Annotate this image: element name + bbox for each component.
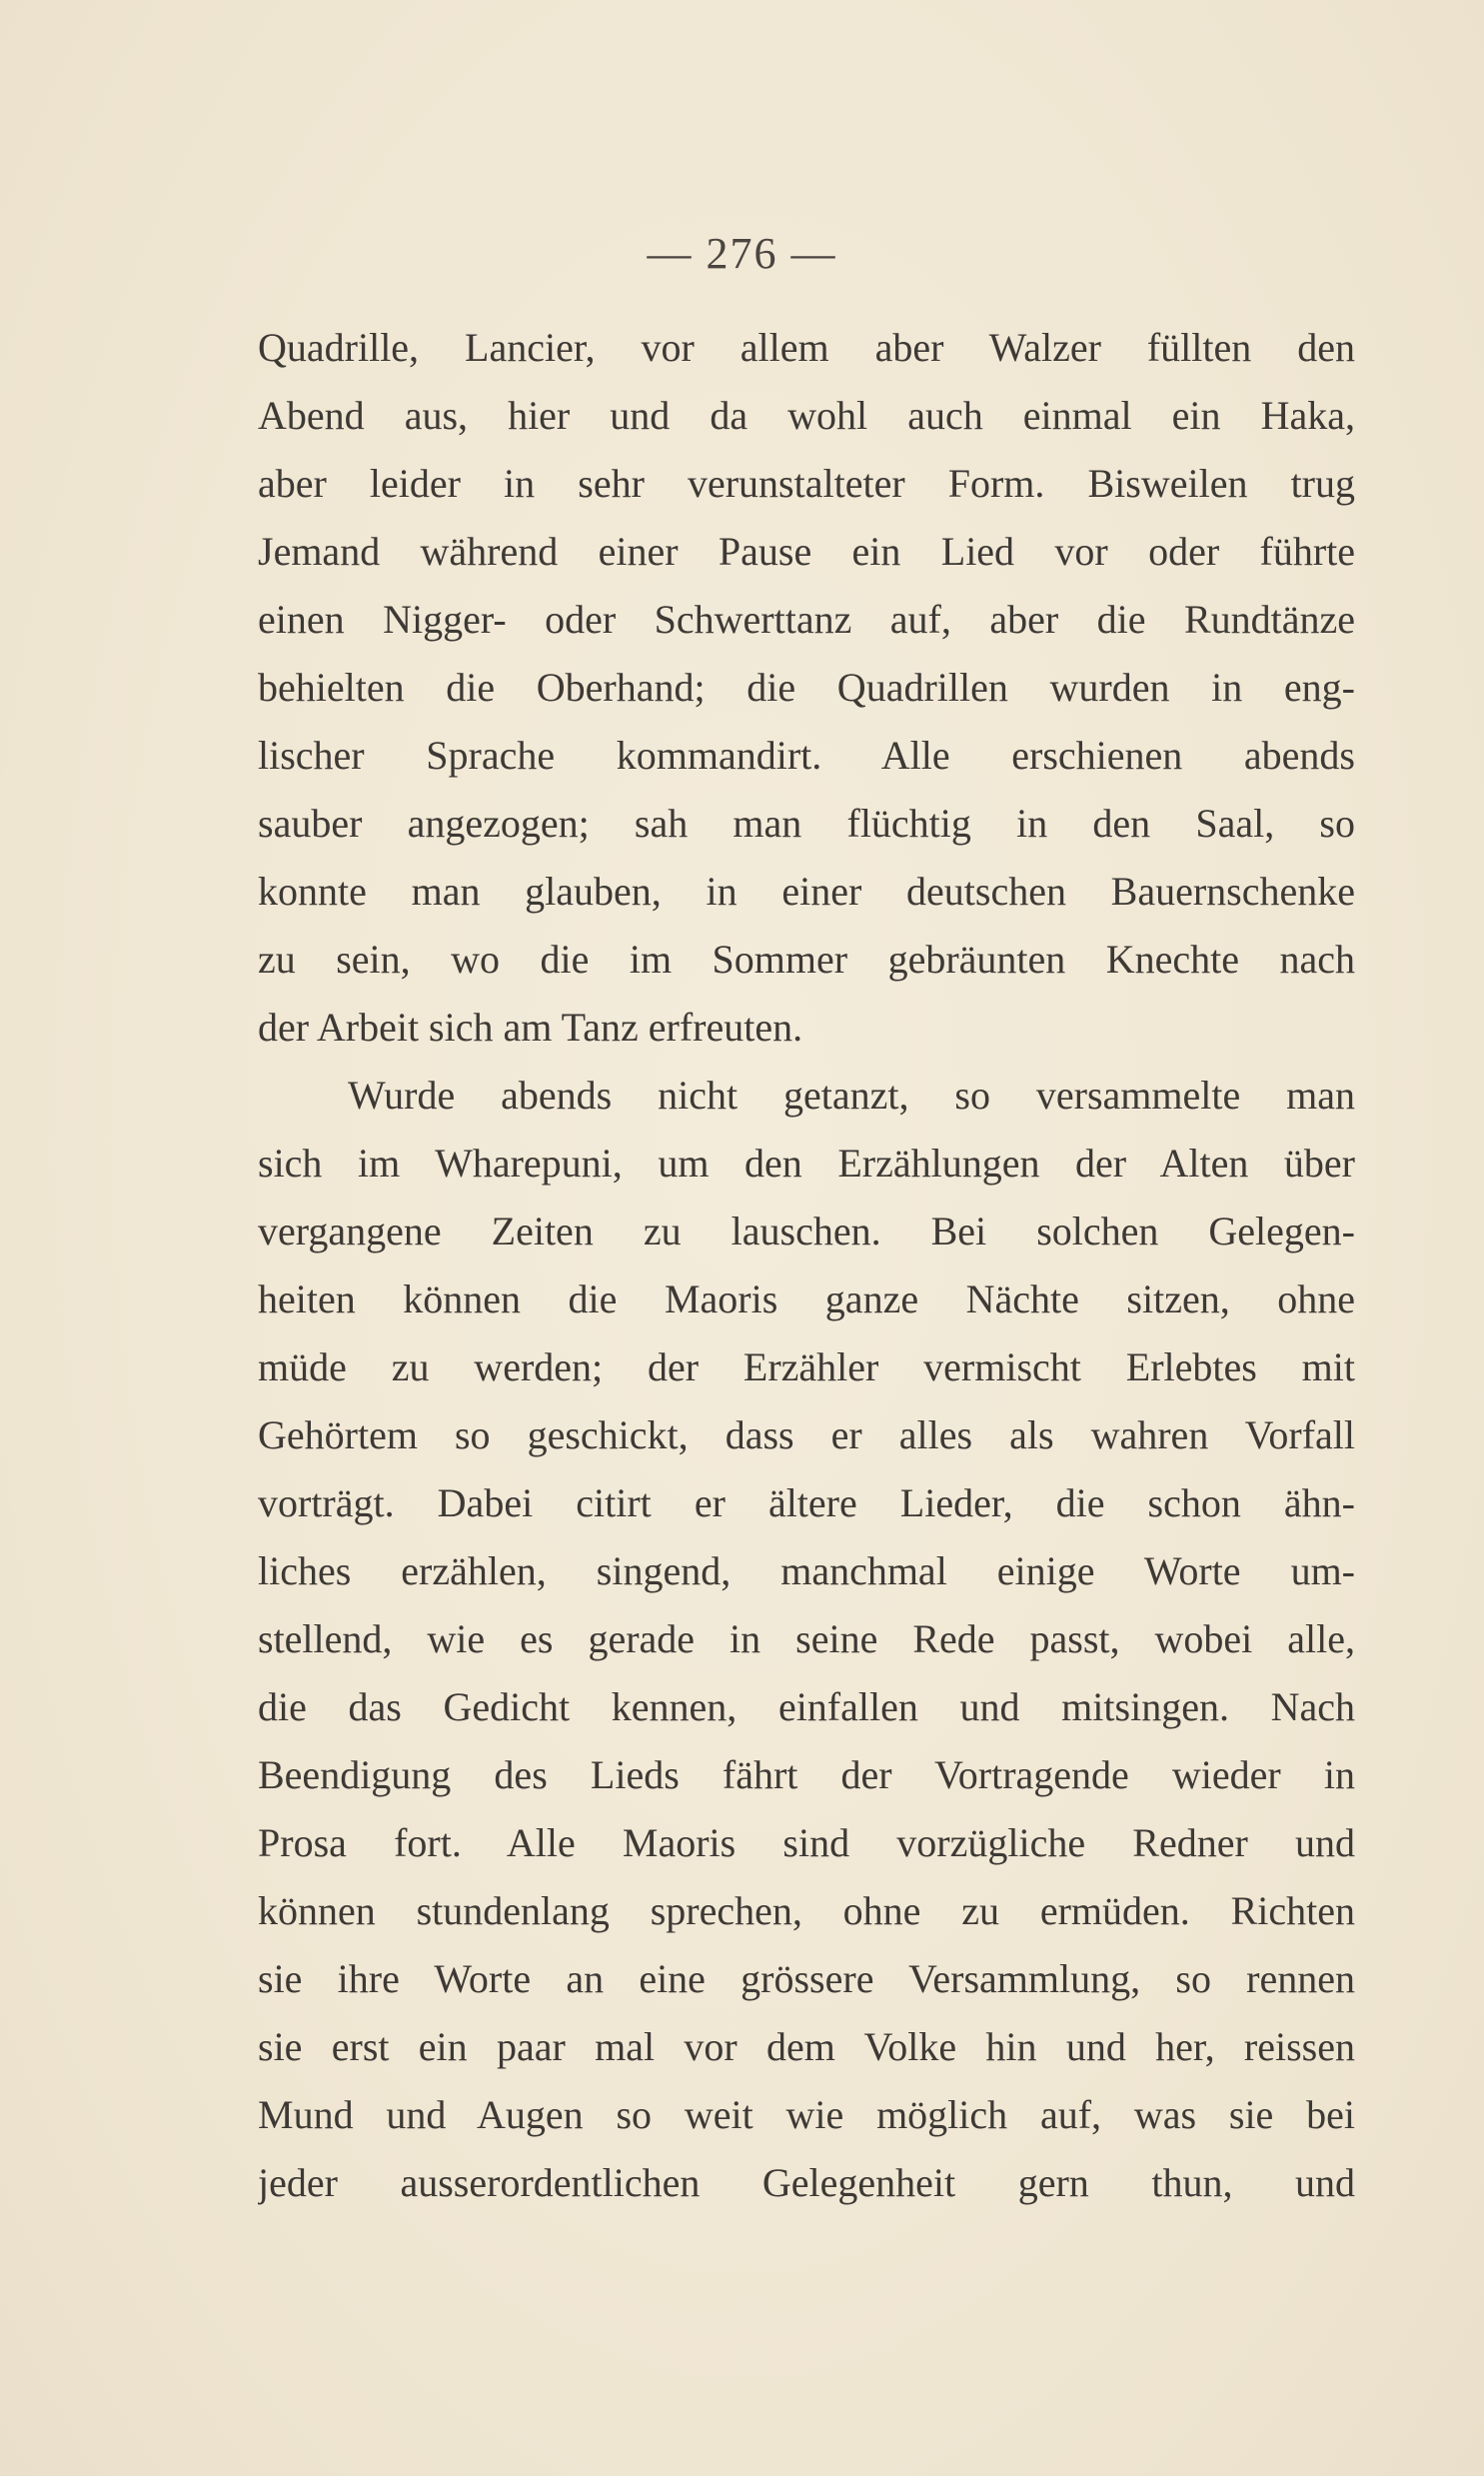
- text-line: vorträgt. Dabei citirt er ältere Lieder, die schon ähn-: [258, 1480, 1355, 1525]
- text-line: müde zu werden; der Erzähler vermischt Erlebtes mit: [258, 1344, 1355, 1389]
- text-line: Jemand während einer Pause ein Lied vor oder führte: [258, 529, 1355, 574]
- text-line: sich im Wharepuni, um den Erzählungen der Alten über: [258, 1141, 1355, 1186]
- text-line: lischer Sprache kommandirt. Alle erschienen abends: [258, 733, 1355, 778]
- text-line: können stundenlang sprechen, ohne zu ermüden. Richten: [258, 1888, 1355, 1933]
- text-line: vergangene Zeiten zu lauschen. Bei solchen Gelegen-: [258, 1209, 1355, 1253]
- page-number: — 276 —: [647, 229, 837, 278]
- text-line: aber leider in sehr verunstalteter Form. Bisweilen trug: [258, 461, 1355, 506]
- paragraph-end-line: der Arbeit sich am Tanz erfreuten.: [258, 1005, 803, 1050]
- text-line: stellend, wie es gerade in seine Rede passt, wobei alle,: [258, 1616, 1355, 1661]
- text-line: heiten können die Maoris ganze Nächte sitzen, ohne: [258, 1276, 1355, 1321]
- text-line: Gehörtem so geschickt, dass er alles als wahren Vorfall: [258, 1412, 1355, 1457]
- text-line: jeder ausserordentlichen Gelegenheit gern thun, und: [258, 2160, 1355, 2205]
- text-line: sie erst ein paar mal vor dem Volke hin und her, reissen: [258, 2024, 1355, 2069]
- text-line: liches erzählen, singend, manchmal einige Worte um-: [258, 1548, 1355, 1593]
- text-line: Quadrille, Lancier, vor allem aber Walzer füllten den: [258, 325, 1355, 370]
- paragraph-start-line: Wurde abends nicht getanzt, so versammelte man: [348, 1073, 1355, 1118]
- text-line: Prosa fort. Alle Maoris sind vorzügliche Redner und: [258, 1820, 1355, 1865]
- text-line: die das Gedicht kennen, einfallen und mitsingen. Nach: [258, 1684, 1355, 1729]
- text-line: behielten die Oberhand; die Quadrillen wurden in eng-: [258, 665, 1355, 710]
- text-line: Mund und Augen so weit wie möglich auf, was sie bei: [258, 2092, 1355, 2137]
- text-line: Beendigung des Lieds fährt der Vortragende wieder in: [258, 1752, 1355, 1797]
- text-line: sie ihre Worte an eine grössere Versammlung, so rennen: [258, 1956, 1355, 2001]
- body-text: [258, 314, 1355, 2217]
- text-line: konnte man glauben, in einer deutschen Bauernschenke: [258, 869, 1355, 914]
- text-line: Abend aus, hier und da wohl auch einmal ein Haka,: [258, 393, 1355, 438]
- text-line: einen Nigger- oder Schwerttanz auf, aber die Rundtänze: [258, 597, 1355, 642]
- text-line: sauber angezogen; sah man flüchtig in den Saal, so: [258, 801, 1355, 846]
- text-line: zu sein, wo die im Sommer gebräunten Knechte nach: [258, 937, 1355, 982]
